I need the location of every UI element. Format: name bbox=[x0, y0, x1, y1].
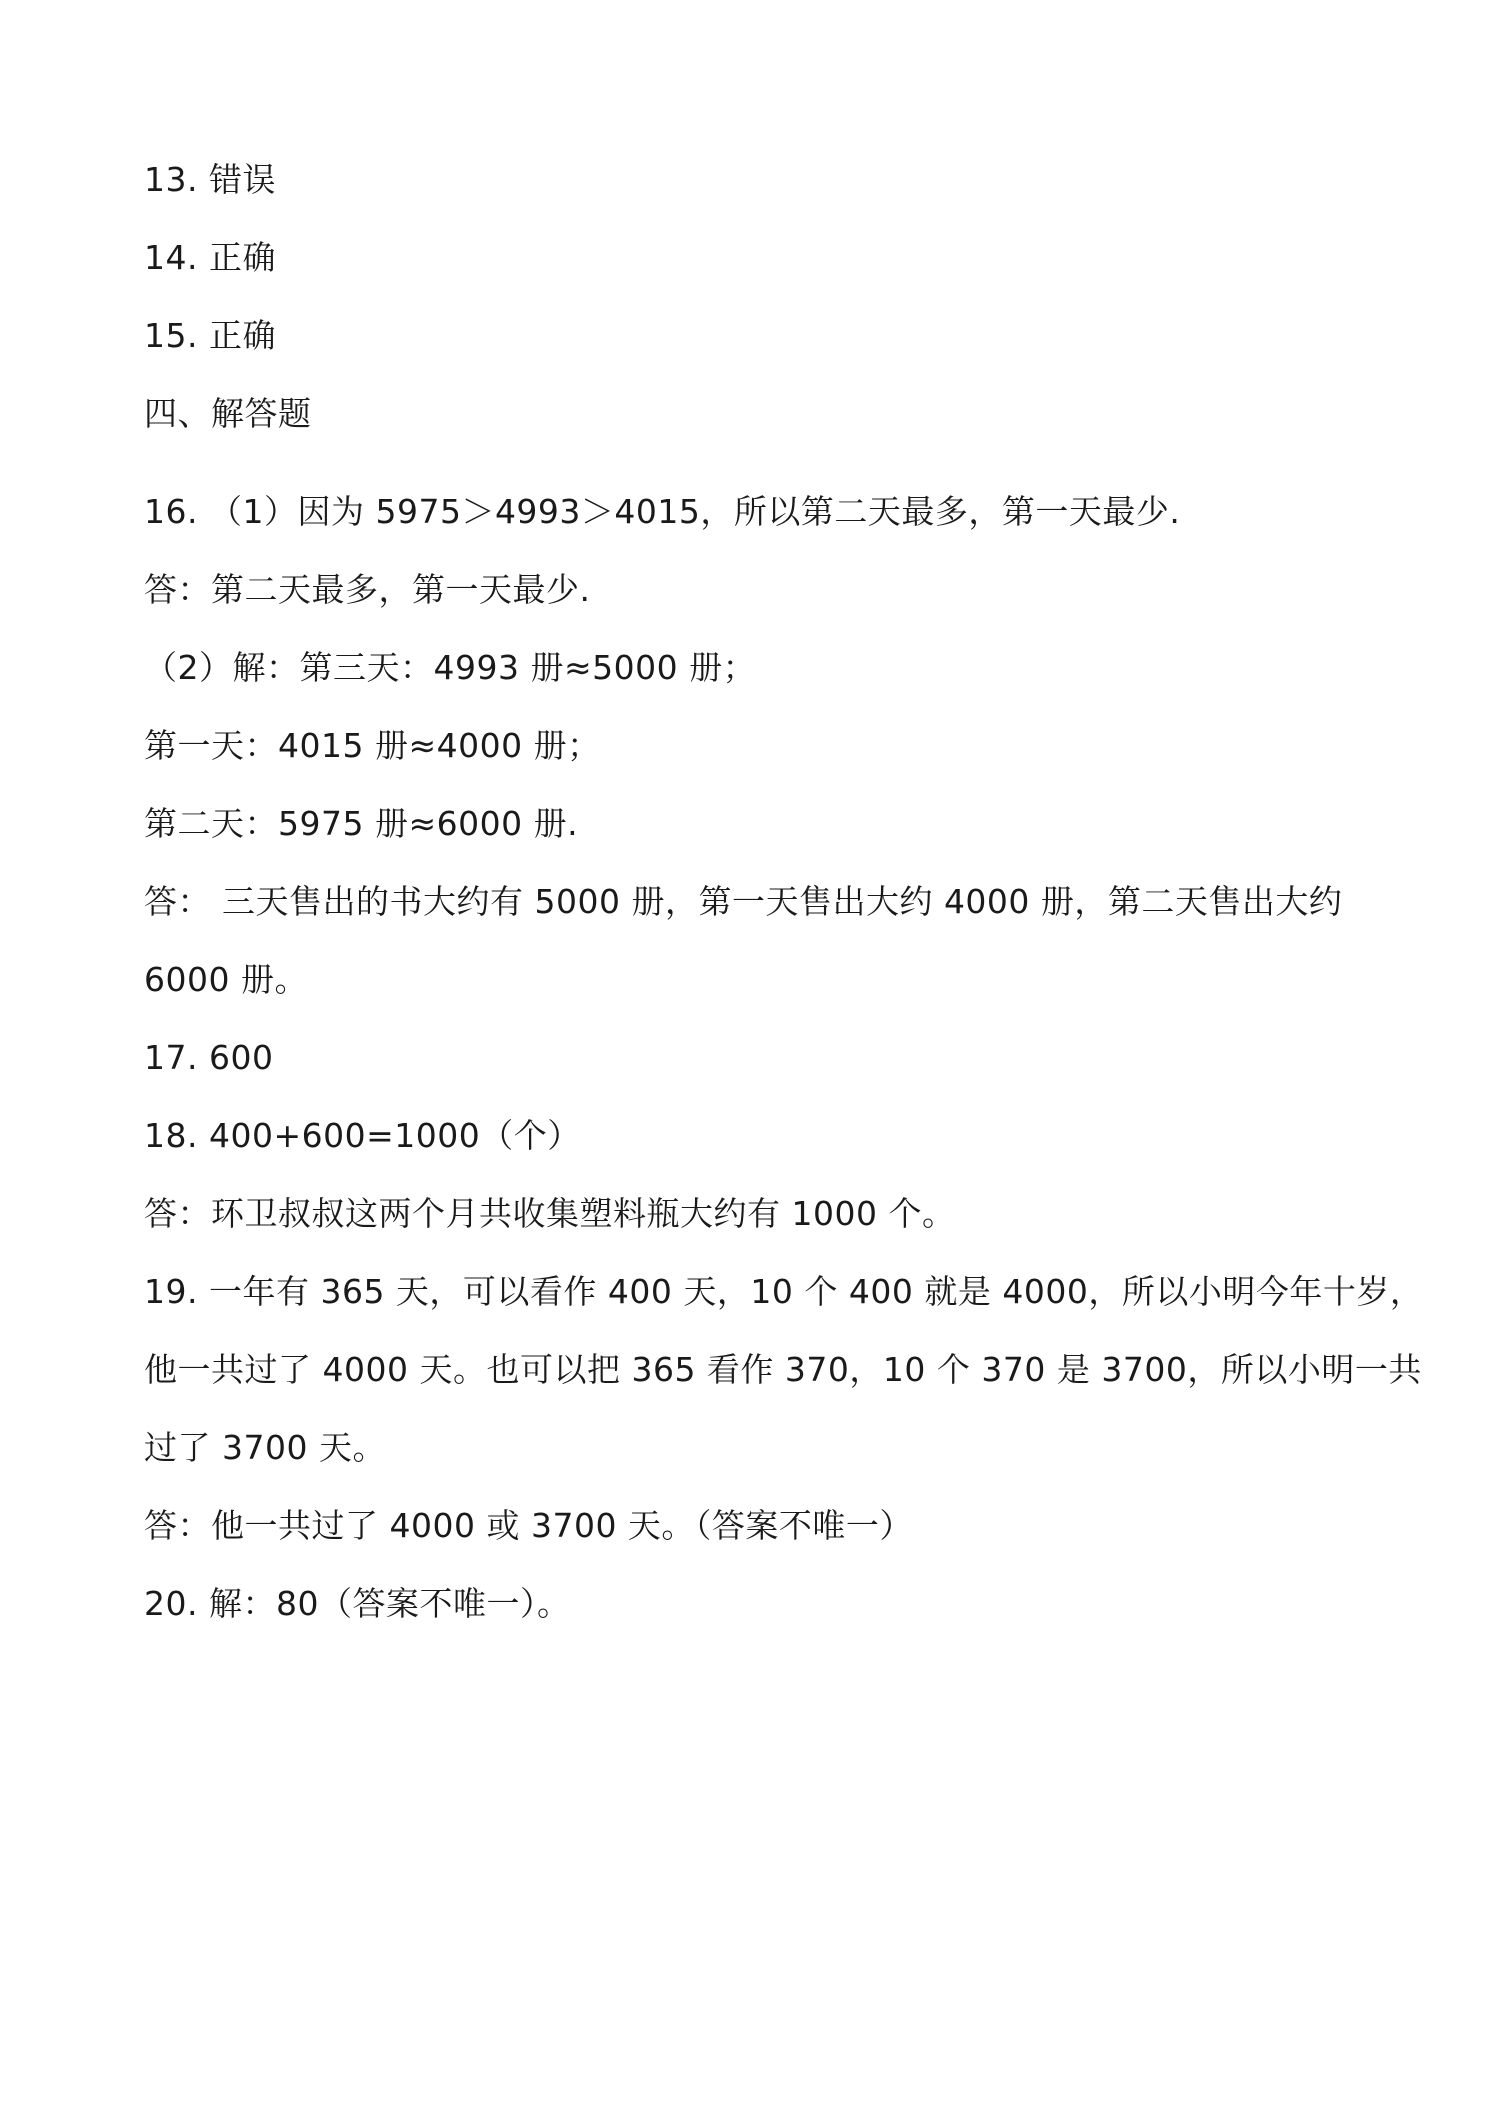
answer-16-part-1: 16. （1）因为 5975＞4993＞4015，所以第二天最多，第一天最少. bbox=[144, 492, 1181, 531]
answer-15: 15. 正确 bbox=[144, 316, 276, 355]
answer-16-reply-1: 答：第二天最多，第一天最少. bbox=[144, 570, 591, 609]
answer-17: 17. 600 bbox=[144, 1038, 274, 1077]
answer-16-day-1: 第一天：4015 册≈4000 册； bbox=[144, 726, 601, 765]
answer-16-reply-2-cont: 6000 册。 bbox=[144, 960, 308, 999]
section-heading: 四、解答题 bbox=[144, 394, 312, 433]
answer-19-line-2: 他一共过了 4000 天。也可以把 365 看作 370，10 个 370 是 3700，所以小明一共 bbox=[144, 1350, 1422, 1389]
answer-16-day-2: 第二天：5975 册≈6000 册. bbox=[144, 804, 579, 843]
answer-16-reply-2: 答： 三天售出的书大约有 5000 册，第一天售出大约 4000 册，第二天售出大约 bbox=[144, 882, 1343, 921]
answer-18: 18. 400+600=1000（个） bbox=[144, 1116, 581, 1155]
answer-14: 14. 正确 bbox=[144, 238, 276, 277]
answer-13: 13. 错误 bbox=[144, 160, 276, 199]
answer-20: 20. 解：80（答案不唯一）。 bbox=[144, 1584, 571, 1623]
answer-18-reply: 答：环卫叔叔这两个月共收集塑料瓶大约有 1000 个。 bbox=[144, 1194, 956, 1233]
answer-19-reply: 答：他一共过了 4000 或 3700 天。（答案不唯一） bbox=[144, 1506, 913, 1545]
answer-19-line-3: 过了 3700 天。 bbox=[144, 1428, 386, 1467]
answer-16-part-2: （2）解：第三天：4993 册≈5000 册； bbox=[144, 648, 757, 687]
answer-19-line-1: 19. 一年有 365 天，可以看作 400 天，10 个 400 就是 4000，所以小明今年十岁， bbox=[144, 1272, 1424, 1311]
